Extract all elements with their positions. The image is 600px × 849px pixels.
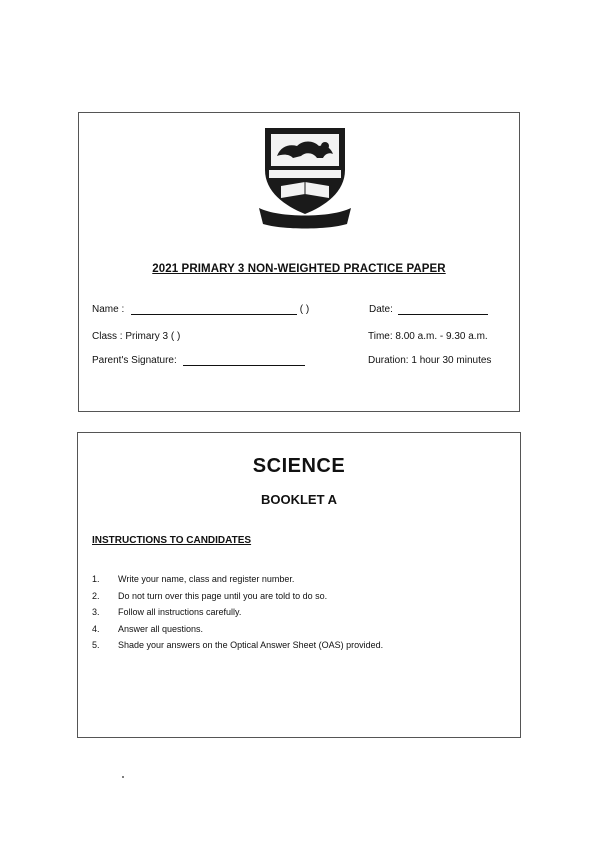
signature-label: Parent's Signature: [92,355,177,366]
instruction-item: 3. Follow all instructions carefully. [92,607,242,617]
date-field [369,304,488,315]
subject-title: SCIENCE [252,455,346,477]
booklet-label: BOOKLET A [260,492,338,507]
instruction-item: 4. Answer all questions. [92,623,204,634]
name-label: Name : [92,304,125,315]
class-field: Class : Primary 3 ( ) [92,331,181,342]
instructions-list [92,574,383,657]
signature-line [183,365,305,366]
instruction-item: 5. Shade your answers on the Optical Answer Sheet (OAS) provided. [92,640,384,650]
signature-field [92,355,305,366]
name-field [92,304,309,315]
time-text: Time: 8.00 a.m. - 9.30 a.m. [368,331,488,342]
scan-speck [122,776,124,778]
duration-text: Duration: 1 hour 30 minutes [368,355,492,366]
school-crest-logo [259,122,351,230]
paper-title: 2021 PRIMARY 3 NON-WEIGHTED PRACTICE PAPER [152,263,446,275]
instruction-item: 1. Write your name, class and register number. [92,574,295,584]
instruction-item: 2. Do not turn over this page until you are told to do so. [92,590,328,601]
date-label: Date: [369,304,393,315]
date-line [398,314,488,315]
name-line [131,314,297,315]
register-bracket: ( ) [299,304,310,315]
instructions-heading: INSTRUCTIONS TO CANDIDATES [92,535,252,546]
